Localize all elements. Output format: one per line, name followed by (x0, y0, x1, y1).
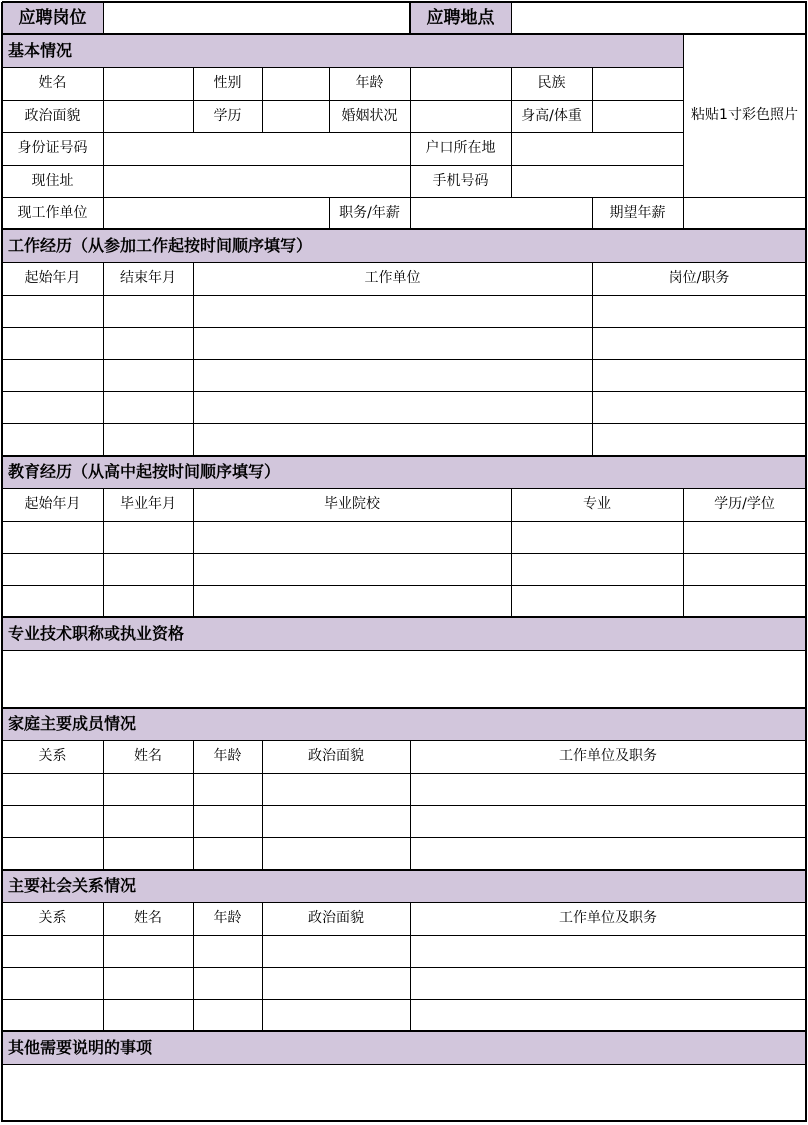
grid-line (262, 902, 263, 1032)
title-salary-input[interactable] (410, 197, 592, 229)
grid-line (329, 67, 330, 133)
grid-line (683, 488, 684, 618)
grid-line (2, 805, 807, 806)
grid-line (2, 1120, 807, 1122)
edu-table-cell[interactable] (511, 521, 683, 553)
education-label: 学历 (213, 107, 242, 124)
family-table-cell[interactable] (410, 773, 806, 805)
edu-col-header: 毕业年月 (120, 496, 176, 513)
age-label: 年龄 (355, 75, 384, 92)
political-status-input[interactable] (103, 100, 193, 132)
grid-line (1, 2, 3, 1122)
edu-table-cell[interactable] (511, 553, 683, 585)
section-qualification-title: 专业技术职称或执业资格 (2, 617, 806, 650)
work-table-cell[interactable] (592, 423, 806, 456)
location-label: 应聘地点 (410, 2, 511, 34)
family-table-cell[interactable] (193, 773, 262, 805)
work-table-cell[interactable] (2, 327, 103, 359)
grid-line (329, 197, 330, 230)
grid-line (103, 197, 104, 230)
edu-col-header: 专业 (583, 496, 611, 513)
grid-line (2, 197, 807, 198)
employer-input[interactable] (103, 197, 329, 229)
family-table-cell[interactable] (2, 805, 103, 837)
edu-col-header: 起始年月 (24, 496, 81, 513)
grid-line (2, 391, 807, 392)
grid-line (592, 262, 593, 457)
work-col-header: 起始年月 (24, 270, 81, 287)
grid-line (2, 585, 807, 586)
address-input[interactable] (103, 165, 410, 197)
edu-col-header: 学历/学位 (714, 496, 775, 513)
work-table-cell[interactable] (193, 423, 592, 456)
work-table-cell[interactable] (103, 327, 193, 359)
grid-line (410, 132, 411, 198)
edu-col-header: 毕业院校 (324, 496, 380, 513)
grid-line (103, 488, 104, 618)
name-label: 姓名 (38, 75, 67, 92)
family-table-cell[interactable] (193, 805, 262, 837)
title-salary-label: 职务/年薪 (339, 204, 400, 221)
family-table-cell[interactable] (103, 805, 193, 837)
family-table-cell[interactable] (193, 837, 262, 870)
grid-line (2, 455, 807, 457)
grid-line (2, 553, 807, 554)
grid-line (2, 228, 807, 230)
family-table-cell[interactable] (103, 773, 193, 805)
grid-line (2, 327, 807, 328)
grid-line (2, 935, 807, 936)
expected-salary-label: 期望年薪 (609, 204, 666, 221)
grid-line (193, 67, 194, 133)
grid-line (2, 707, 807, 709)
family-table-cell[interactable] (410, 805, 806, 837)
section-other-title: 其他需要说明的事项 (2, 1031, 806, 1064)
education-input[interactable] (262, 100, 329, 132)
grid-line (262, 740, 263, 871)
location-input[interactable] (511, 2, 806, 34)
grid-line (2, 262, 807, 263)
family-table-cell[interactable] (262, 773, 410, 805)
social-table-cell[interactable] (410, 935, 806, 967)
grid-line (2, 616, 807, 618)
height-weight-input[interactable] (592, 100, 683, 132)
social-table-cell[interactable] (410, 967, 806, 999)
work-col-header: 工作单位 (364, 270, 421, 287)
grid-line (193, 740, 194, 871)
grid-line (511, 488, 512, 618)
grid-line (2, 33, 807, 35)
social-table-cell[interactable] (2, 999, 103, 1031)
social-table-cell[interactable] (193, 999, 262, 1031)
work-table-cell[interactable] (103, 423, 193, 456)
grid-line (2, 521, 807, 522)
edu-table-cell[interactable] (2, 553, 103, 585)
edu-table-cell[interactable] (193, 553, 511, 585)
work-table-cell[interactable] (592, 391, 806, 423)
id-number-label: 身份证号码 (17, 140, 88, 157)
grid-line (2, 1, 807, 3)
family-col-header: 政治面貌 (308, 748, 364, 765)
family-col-header: 工作单位及职务 (559, 748, 657, 765)
work-table-cell[interactable] (592, 295, 806, 327)
work-col-header: 结束年月 (120, 270, 176, 287)
grid-line (592, 197, 593, 230)
other-input[interactable] (2, 1064, 806, 1121)
grid-line (2, 999, 807, 1000)
family-table-cell[interactable] (2, 773, 103, 805)
grid-line (103, 902, 104, 1032)
social-table-cell[interactable] (262, 999, 410, 1031)
social-table-cell[interactable] (103, 999, 193, 1031)
hukou-label: 户口所在地 (425, 140, 496, 157)
section-education-title: 教育经历（从高中起按时间顺序填写） (2, 456, 806, 488)
work-table-cell[interactable] (193, 327, 592, 359)
grid-line (193, 902, 194, 1032)
family-table-cell[interactable] (262, 837, 410, 870)
edu-table-cell[interactable] (103, 585, 193, 617)
grid-line (262, 67, 263, 133)
grid-line (2, 869, 807, 871)
grid-line (2, 359, 807, 360)
work-table-cell[interactable] (592, 359, 806, 391)
social-table-cell[interactable] (103, 967, 193, 999)
social-col-header: 年龄 (213, 910, 242, 927)
grid-line (511, 132, 512, 198)
family-col-header: 关系 (38, 748, 67, 765)
edu-table-cell[interactable] (683, 585, 806, 617)
grid-line (805, 2, 807, 1122)
grid-line (2, 1064, 807, 1065)
family-table-cell[interactable] (262, 805, 410, 837)
grid-line (2, 837, 807, 838)
ethnicity-input[interactable] (592, 67, 683, 100)
social-table-cell[interactable] (193, 967, 262, 999)
section-work-title: 工作经历（从参加工作起按时间顺序填写） (2, 229, 806, 262)
expected-salary-input[interactable] (683, 197, 806, 229)
work-table-cell[interactable] (2, 391, 103, 423)
family-table-cell[interactable] (410, 837, 806, 870)
grid-line (2, 740, 807, 741)
social-table-cell[interactable] (2, 967, 103, 999)
edu-table-cell[interactable] (511, 585, 683, 617)
marital-status-label: 婚姻状况 (341, 107, 398, 124)
hukou-input[interactable] (511, 132, 683, 165)
edu-table-cell[interactable] (193, 585, 511, 617)
edu-table-cell[interactable] (2, 521, 103, 553)
work-table-cell[interactable] (103, 295, 193, 327)
grid-line (592, 67, 593, 133)
grid-line (2, 488, 807, 489)
edu-table-cell[interactable] (193, 521, 511, 553)
grid-line (511, 67, 512, 133)
edu-table-cell[interactable] (103, 521, 193, 553)
grid-line (410, 67, 411, 133)
work-col-header: 岗位/职务 (668, 270, 730, 287)
grid-line (2, 773, 807, 774)
grid-line (103, 67, 104, 133)
qualification-input[interactable] (2, 650, 806, 708)
grid-line (103, 2, 104, 35)
grid-line (2, 132, 684, 133)
grid-line (103, 132, 104, 198)
family-col-header: 姓名 (134, 748, 162, 765)
work-table-cell[interactable] (2, 359, 103, 391)
marital-status-input[interactable] (410, 100, 511, 132)
work-table-cell[interactable] (193, 295, 592, 327)
grid-line (2, 967, 807, 968)
grid-line (2, 100, 684, 101)
social-table-cell[interactable] (103, 935, 193, 967)
work-table-cell[interactable] (2, 423, 103, 456)
edu-table-cell[interactable] (683, 553, 806, 585)
photo-placeholder[interactable]: 粘贴1寸彩色照片 (691, 107, 798, 124)
grid-line (103, 262, 104, 457)
employer-label: 现工作单位 (17, 204, 88, 221)
grid-line (2, 902, 807, 903)
gender-input[interactable] (262, 67, 329, 100)
family-col-header: 年龄 (213, 748, 242, 765)
grid-line (2, 67, 684, 68)
height-weight-label: 身高/体重 (521, 107, 582, 124)
social-table-cell[interactable] (2, 935, 103, 967)
grid-line (193, 488, 194, 618)
political-status-label: 政治面貌 (24, 107, 81, 124)
ethnicity-label: 民族 (537, 75, 566, 92)
work-table-cell[interactable] (592, 327, 806, 359)
family-table-cell[interactable] (103, 837, 193, 870)
grid-line (409, 2, 411, 35)
edu-table-cell[interactable] (2, 585, 103, 617)
grid-line (103, 740, 104, 871)
mobile-input[interactable] (511, 165, 683, 197)
grid-line (683, 34, 684, 230)
grid-line (2, 650, 807, 651)
social-col-header: 政治面貌 (308, 910, 364, 927)
grid-line (410, 902, 411, 1032)
mobile-label: 手机号码 (432, 172, 489, 189)
grid-line (2, 423, 807, 424)
grid-line (193, 262, 194, 457)
grid-line (410, 740, 411, 871)
social-table-cell[interactable] (410, 999, 806, 1031)
section-family-title: 家庭主要成员情况 (2, 708, 806, 740)
edu-table-cell[interactable] (103, 553, 193, 585)
work-table-cell[interactable] (193, 359, 592, 391)
section-basic-title: 基本情况 (2, 34, 683, 67)
social-table-cell[interactable] (262, 967, 410, 999)
grid-line (410, 197, 411, 230)
section-social-title: 主要社会关系情况 (2, 870, 806, 902)
social-table-cell[interactable] (193, 935, 262, 967)
position-label: 应聘岗位 (2, 2, 103, 34)
social-col-header: 姓名 (134, 910, 162, 927)
grid-line (2, 165, 684, 166)
family-table-cell[interactable] (2, 837, 103, 870)
social-col-header: 关系 (38, 910, 67, 927)
social-table-cell[interactable] (262, 935, 410, 967)
gender-label: 性别 (213, 75, 242, 92)
work-table-cell[interactable] (2, 295, 103, 327)
grid-line (511, 2, 512, 35)
edu-table-cell[interactable] (683, 521, 806, 553)
id-number-input[interactable] (103, 132, 410, 165)
age-input[interactable] (410, 67, 511, 100)
work-table-cell[interactable] (193, 391, 592, 423)
name-input[interactable] (103, 67, 193, 100)
work-table-cell[interactable] (103, 359, 193, 391)
address-label: 现住址 (31, 172, 74, 189)
grid-line (2, 1030, 807, 1032)
grid-line (2, 295, 807, 296)
social-col-header: 工作单位及职务 (559, 910, 657, 927)
work-table-cell[interactable] (103, 391, 193, 423)
position-input[interactable] (103, 2, 410, 34)
